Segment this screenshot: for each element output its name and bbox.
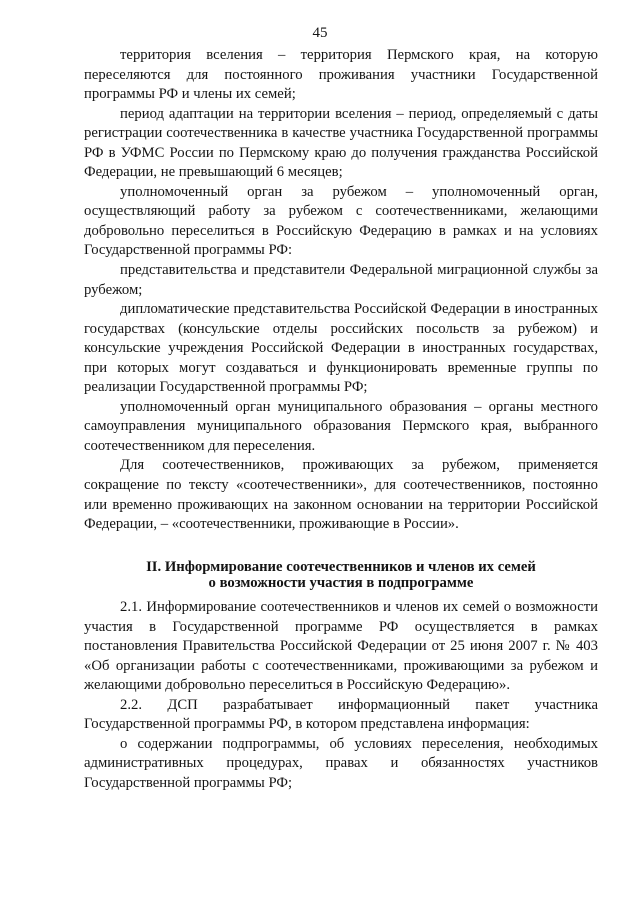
page-number: 45 bbox=[312, 25, 328, 41]
paragraph-program-content: о содержании подпрограммы, об условиях переселения, необходимых административных процедурах, правах и обязанностях участников Государственной программы РФ; bbox=[84, 735, 598, 791]
section-heading-line-2: о возможности участия в подпрограмме bbox=[208, 575, 474, 591]
section-heading bbox=[84, 559, 598, 591]
definitions-block bbox=[84, 46, 598, 535]
section-heading-line-1: II. Информирование соотечественников и членов их семей bbox=[146, 559, 536, 575]
paragraph-municipal-body: уполномоченный орган муниципального образования – органы местного самоуправления муниципального образования Пермского края, выбранного соотечественником для переселения. bbox=[84, 398, 598, 454]
paragraph-2-2: 2.2. ДСП разрабатывает информационный пакет участника Государственной программы РФ, в котором представлена информация: bbox=[84, 696, 598, 733]
paragraph-territory: территория вселения – территория Пермского края, на которую переселяются для постоянного проживания участники Государственной программы РФ и члены их семей; bbox=[84, 47, 598, 103]
paragraph-authorized-body-abroad: уполномоченный орган за рубежом – уполномоченный орган, осуществляющий работу за рубежом с соотечественниками, желающими добровольно переселиться в Российскую Федерацию в рамках и на условиях Государственной программы РФ: bbox=[84, 183, 598, 259]
paragraph-abbreviations: Для соотечественников, проживающих за рубежом, применяется сокращение по тексту «соотечественники», для соотечественников, постоянно или временно проживающих на законном основании на территории Российской Федерации, – «соотечественники, проживающие в России». bbox=[84, 457, 598, 533]
paragraph-fms-representatives: представительства и представители Федеральной миграционной службы за рубежом; bbox=[84, 262, 598, 298]
paragraph-diplomatic-missions: дипломатические представительства Российской Федерации в иностранных государствах (консульские отделы российских посольств за рубежом) и консульские учреждения Российской Федерации в иностранных государствах, при которых могут создаваться и функционировать временные группы по реализации Государственной программы РФ; bbox=[84, 301, 598, 396]
paragraph-adaptation-period: период адаптации на территории вселения – период, определяемый с даты регистрации соотечественника в качестве участника Государственной программы РФ в УФМС России по Пермскому краю до получения гражданства Российской Федерации, не превышающий 6 месяцев; bbox=[84, 105, 598, 181]
section-body bbox=[84, 598, 598, 793]
paragraph-2-1: 2.1. Информирование соотечественников и членов их семей о возможности участия в Государственной программе РФ осуществляется в рамках постановления Правительства Российской Федерации от 25 июня 2007 г. № 403 «Об организации работы с соотечественниками, проживающими за рубежом и желающими добровольно переселиться в Российскую Федерацию». bbox=[84, 599, 598, 694]
